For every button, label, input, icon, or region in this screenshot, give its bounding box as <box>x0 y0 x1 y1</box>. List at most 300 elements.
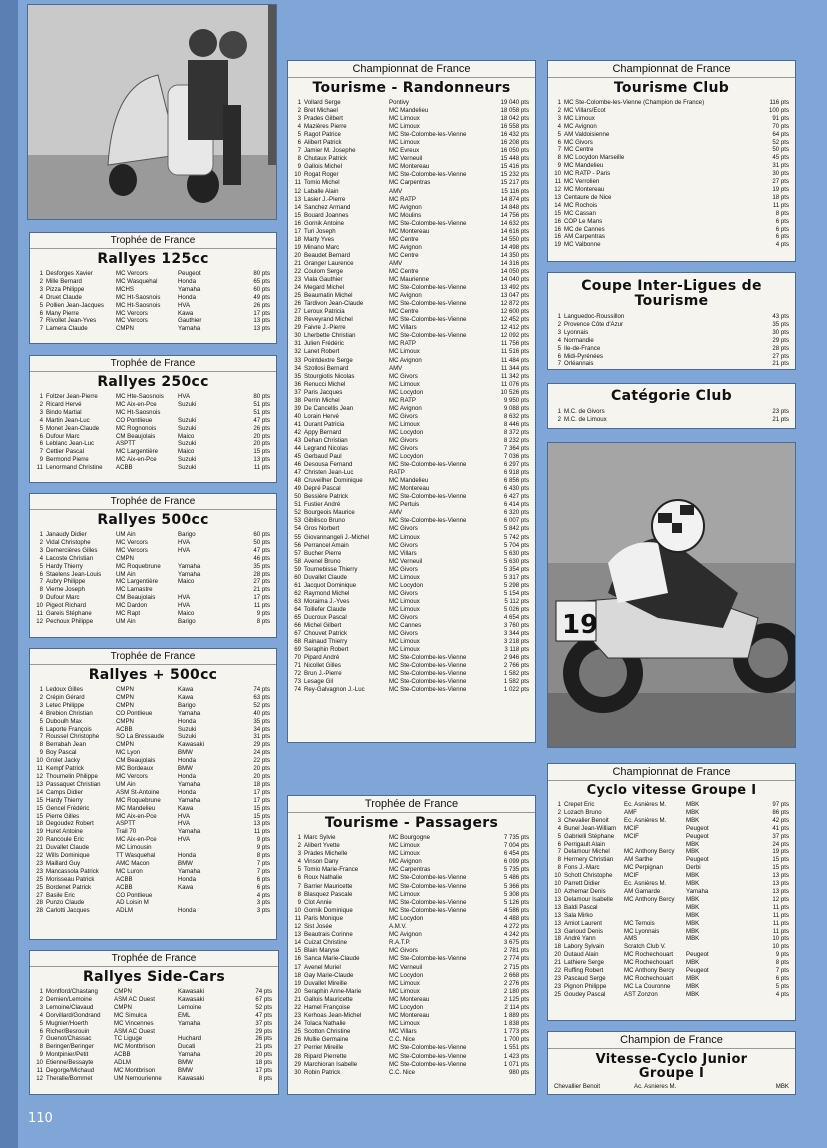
table-cell: 43 pts <box>772 313 789 320</box>
table-cell: MC Rochechouart <box>624 951 674 959</box>
table-cell: Rogat Roger <box>304 171 339 179</box>
table-cell: 14 350 pts <box>500 251 529 259</box>
table-cell: R.A.T.P. <box>389 939 411 947</box>
table-cell: 8 232 pts <box>503 436 529 444</box>
table-row <box>554 194 789 202</box>
table-cell: Honda <box>178 757 196 765</box>
table-cell: Dufour Marc <box>46 432 80 440</box>
table-cell: MC Dardon <box>116 602 148 610</box>
table-row <box>294 501 529 509</box>
table-row <box>294 357 529 365</box>
table-row <box>554 146 789 154</box>
table-cell: Pizza Philippe <box>46 285 85 293</box>
table-cell: HVA <box>178 836 191 844</box>
table-cell: 5 <box>39 1019 43 1027</box>
table-cell: Kawa <box>178 804 194 812</box>
table-row <box>554 226 789 234</box>
table-cell: MC Limoux <box>389 646 420 654</box>
table-cell: 4 654 pts <box>503 614 529 621</box>
table-cell: MC Largentière <box>116 448 158 456</box>
panel-categorie-club <box>547 383 796 429</box>
table-cell <box>178 555 226 563</box>
table-cell: 7 <box>39 1035 43 1043</box>
table-cell: 11 344 pts <box>500 364 529 372</box>
table-cell: ASM AC Ouest <box>114 1027 155 1035</box>
table-row <box>294 260 529 268</box>
table-cell: 13 <box>554 193 561 201</box>
panel-title: Rallyes 500cc <box>97 512 209 528</box>
table-cell: 29 pts <box>253 741 270 749</box>
table-cell: 63 <box>294 597 301 605</box>
table-row <box>36 594 270 602</box>
table-row <box>294 437 529 445</box>
table-cell: 25 <box>554 990 561 998</box>
table-cell: 11 516 pts <box>500 348 529 356</box>
table-cell: HVA <box>178 820 191 828</box>
table-cell: HVA <box>178 812 191 820</box>
table-cell: 29 <box>294 1060 301 1068</box>
table-cell: MC Givors <box>389 614 418 621</box>
table-cell: MBK <box>686 848 700 856</box>
table-cell: Maico <box>178 578 195 586</box>
table-cell: MBK <box>686 895 700 903</box>
table-row <box>294 300 529 308</box>
table-cell: ACBB <box>116 883 133 891</box>
table-cell: 3 675 pts <box>503 939 529 947</box>
table-cell: 3 760 pts <box>503 622 529 630</box>
table-cell: 4 586 pts <box>503 906 529 914</box>
table-cell: 80 pts <box>253 393 270 400</box>
panel-header: Championnat de France <box>548 764 795 781</box>
table-cell: 8 <box>557 864 561 872</box>
table-cell: 20 <box>294 251 301 259</box>
table-cell: BMW <box>178 749 193 757</box>
table-cell: 7 004 pts <box>503 842 529 850</box>
table-cell: 45 pts <box>772 154 789 162</box>
table-cell: MBK <box>686 903 700 911</box>
table-cell: MC Givors <box>389 947 418 955</box>
table-cell: MBK <box>686 840 700 848</box>
table-cell: 3 <box>39 546 43 554</box>
table-cell: MC Ste-Colombe-les-Vienne <box>389 898 467 906</box>
table-cell: MC Rochechouart <box>624 959 674 967</box>
table-row <box>554 233 789 241</box>
table-cell: HVA <box>178 546 191 554</box>
results-table <box>30 988 278 1083</box>
table-cell: HVA <box>178 602 191 610</box>
table-cell: MC Centre <box>389 267 419 275</box>
table-cell: AMV <box>389 259 403 267</box>
table-cell: 80 pts <box>253 270 270 277</box>
results-table <box>288 99 535 694</box>
table-row <box>294 171 529 179</box>
table-cell: 40 pts <box>253 709 270 717</box>
table-cell: Theralle/Bommet <box>46 1074 93 1082</box>
table-cell: Fons J.-Marc <box>564 864 600 872</box>
table-cell: 4 272 pts <box>503 923 529 931</box>
table-cell: MC Givors <box>389 436 418 444</box>
table-row <box>294 340 529 348</box>
table-row <box>36 702 270 710</box>
table-row <box>294 268 529 276</box>
table-row <box>554 131 789 139</box>
table-cell: 1 582 pts <box>503 670 529 678</box>
table-cell: 28 pts <box>253 570 270 578</box>
table-cell: AM Sarthe <box>624 856 653 864</box>
table-cell: 7 <box>39 448 43 456</box>
table-cell: Hamel Françoise <box>304 1003 351 1011</box>
table-cell: 8 <box>297 155 301 163</box>
table-cell: 12 452 pts <box>500 316 529 324</box>
table-row <box>294 292 529 300</box>
table-cell: 12 <box>294 923 301 931</box>
table-cell <box>178 844 226 852</box>
table-cell: 9 <box>39 749 43 757</box>
table-cell: MC Ht-Saosnois <box>116 408 161 416</box>
table-cell: HVA <box>178 538 191 546</box>
table-row <box>36 409 270 417</box>
table-cell: Ducroux Pascal <box>304 614 347 621</box>
table-cell: Tardivon Jean-Claude <box>304 300 364 308</box>
table-cell: 27 pts <box>772 352 789 360</box>
table-cell: MC Ste-Colombe-les-Vienne <box>389 219 467 227</box>
table-cell: 26 pts <box>253 424 270 432</box>
table-cell: MC Luron <box>116 867 143 875</box>
table-cell: MC Ste-Colombe-les-Vienne <box>389 882 467 890</box>
table-cell: UM Ain <box>116 570 136 578</box>
table-cell: AMV <box>389 187 403 195</box>
table-row <box>294 389 529 397</box>
table-cell: MC Carpentras <box>389 866 431 874</box>
table-cell: 31 <box>294 340 301 348</box>
table-cell: 35 pts <box>253 562 270 570</box>
table-cell: 15 pts <box>772 864 789 872</box>
table-cell: 12 872 pts <box>500 300 529 308</box>
table-cell: 1 423 pts <box>503 1052 529 1060</box>
table-cell: Christen Jean-Luc <box>304 469 354 477</box>
table-cell: Provence Côte d'Azur <box>564 320 624 328</box>
table-cell: MC Ste-Colombe-les-Vienne <box>389 493 467 501</box>
table-cell: Staelens Jean-Louis <box>46 570 102 578</box>
table-row <box>36 726 270 734</box>
table-cell: MC Montereau <box>389 227 430 235</box>
table-cell: AM Gamarde <box>624 887 661 895</box>
table-cell: 26 <box>294 1036 301 1044</box>
table-cell: ASM St-Antoine <box>116 788 160 796</box>
table-row <box>554 178 789 186</box>
table-row <box>554 967 789 975</box>
table-row <box>554 115 789 123</box>
table-cell: 5 <box>297 866 301 874</box>
table-cell: MC Roquebrune <box>116 796 161 804</box>
table-cell: Dutaud Alain <box>564 951 599 959</box>
table-cell: 4 <box>557 122 561 130</box>
table-cell: 74 pts <box>253 686 270 693</box>
table-row <box>294 405 529 413</box>
table-cell: Ragot Patrice <box>304 131 341 139</box>
table-row <box>36 773 270 781</box>
panel-vitesse-cyclo-junior <box>547 1031 796 1095</box>
table-cell: MC Bordeaux <box>116 765 154 773</box>
table-cell: Legrand Nicolas <box>304 445 349 453</box>
table-cell: Degorge/Michaud <box>46 1067 95 1075</box>
table-cell: Delamour Michel <box>564 848 610 856</box>
table-row <box>36 892 270 900</box>
table-cell: Szollosi Bernard <box>304 364 349 372</box>
table-cell: 11 <box>36 610 43 618</box>
table-cell: 1 <box>39 270 43 277</box>
table-cell: MC Vercors <box>116 772 148 780</box>
table-cell: 14 498 pts <box>500 243 529 251</box>
table-cell: Yamaha <box>178 867 201 875</box>
table-cell: Demercières Gilles <box>46 546 98 554</box>
table-row <box>294 678 529 686</box>
table-row <box>294 461 529 469</box>
panel-header: Trophée de France <box>30 356 276 372</box>
table-cell: 4 242 pts <box>503 931 529 939</box>
table-cell: 12 <box>554 185 561 193</box>
table-cell: 19 040 pts <box>500 99 529 106</box>
table-cell: Tomio Michel <box>304 179 340 187</box>
table-cell: Gerbaud Paul <box>304 453 342 461</box>
table-cell: 21 pts <box>772 415 789 423</box>
table-cell: 4 <box>297 123 301 131</box>
table-cell: Pignon Philippe <box>564 982 607 990</box>
table-cell: 1 <box>557 313 561 320</box>
table-row <box>294 1036 529 1044</box>
table-row <box>554 345 789 353</box>
table-row <box>554 218 789 226</box>
table-row <box>36 401 270 409</box>
table-row <box>294 381 529 389</box>
table-cell: 69 <box>294 646 301 654</box>
table-cell: 8 <box>39 1043 43 1051</box>
table-row <box>36 996 272 1004</box>
table-cell: 6 297 pts <box>503 461 529 469</box>
table-cell: Lanet Robert <box>304 348 340 356</box>
table-cell: 20 <box>294 987 301 995</box>
table-cell: MC Verneuil <box>389 155 423 163</box>
table-cell: Yamaha <box>178 325 201 333</box>
table-row <box>36 868 270 876</box>
table-cell: Honda <box>178 907 196 915</box>
table-row <box>554 872 789 880</box>
table-cell: MC Villars/Ecot <box>564 106 606 114</box>
table-cell: Lacoste Christian <box>46 554 94 562</box>
table-cell: MC Limoux <box>389 979 420 987</box>
table-cell: Coulom Serge <box>304 267 343 275</box>
table-cell: MC Lamastre <box>116 586 153 594</box>
table-cell: Faivre J.-Pierre <box>304 324 346 332</box>
table-cell: 13 pts <box>253 820 270 828</box>
table-cell: Yamaha <box>178 285 201 293</box>
table-cell: 37 <box>294 388 301 396</box>
table-cell: 18 <box>554 943 561 951</box>
table-cell: Grolet Jacky <box>46 757 80 765</box>
table-cell: CM Beaujolais <box>116 432 156 440</box>
table-cell: 5 126 pts <box>503 898 529 906</box>
table-cell: Punzo Claude <box>46 899 85 907</box>
table-cell: Languedoc-Roussillon <box>564 313 625 320</box>
table-cell: 51 <box>294 501 301 509</box>
table-cell: 11 <box>294 179 301 187</box>
table-cell: Avenel Bruno <box>304 557 341 565</box>
table-row <box>294 850 529 858</box>
table-row <box>554 904 789 912</box>
table-cell: MC Ste-Colombe-les-Vienne <box>389 1060 467 1068</box>
table-cell: 17 pts <box>253 594 270 602</box>
table-cell: Yamaha <box>178 570 201 578</box>
table-cell: 5 <box>557 832 561 840</box>
table-cell: Basile Eric <box>46 891 75 899</box>
table-cell: CM Beaujolais <box>116 757 156 765</box>
table-cell: Mancassola Patrick <box>46 867 99 875</box>
panel-header: Championnat de France <box>548 61 795 78</box>
table-cell: 9 pts <box>256 610 270 618</box>
table-cell: 5 154 pts <box>503 589 529 597</box>
table-cell: Suzuki <box>178 400 197 408</box>
table-row <box>554 935 789 943</box>
table-cell: Cuizat Christine <box>304 939 348 947</box>
table-cell: Blain Maryse <box>304 947 340 955</box>
table-cell: Bordenet Patrick <box>46 883 92 891</box>
table-cell: 60 pts <box>253 531 270 538</box>
table-row <box>36 1075 272 1083</box>
panel-header: Trophée de France <box>288 796 535 813</box>
table-row <box>294 542 529 550</box>
table-cell: 5 842 pts <box>503 525 529 533</box>
panel-rallyes-125 <box>29 232 277 344</box>
panel-title: Tourisme - Passagers <box>324 815 499 831</box>
table-cell: 86 pts <box>772 808 789 816</box>
table-cell: 15 116 pts <box>500 187 529 195</box>
table-cell: Honda <box>178 277 196 285</box>
table-cell: 4 pts <box>256 891 270 899</box>
table-cell: 22 <box>554 967 561 975</box>
table-cell: Bret Michael <box>304 107 338 115</box>
table-cell: Camps Didier <box>46 788 83 796</box>
table-cell: Gallois Mauricette <box>304 995 353 1003</box>
table-row <box>36 456 270 464</box>
table-cell: MC Wasquehal <box>116 277 158 285</box>
table-cell: MC Locydon <box>389 581 424 589</box>
table-row <box>36 781 270 789</box>
table-row <box>294 939 529 947</box>
table-row <box>294 1012 529 1020</box>
table-cell: Yamaha <box>178 709 201 717</box>
table-cell: MC Montereau <box>389 485 430 493</box>
table-cell: MC Ste-Colombe-les-Vienne <box>389 955 467 963</box>
table-cell: 14 050 pts <box>500 267 529 275</box>
table-cell: Marc Sylvie <box>304 834 336 841</box>
table-cell: MC Largentière <box>116 578 158 586</box>
table-row <box>294 485 529 493</box>
table-cell: MC Ste-Colombe-les-Vienne <box>389 1044 467 1052</box>
table-cell: ACBB <box>116 725 133 733</box>
table-cell: MC Limoux <box>389 987 420 995</box>
table-row <box>294 1053 529 1061</box>
table-cell: 6 099 pts <box>503 858 529 866</box>
table-row <box>36 694 270 702</box>
table-cell: Minano Marc <box>304 243 340 251</box>
table-cell: 21 <box>554 959 561 967</box>
table-cell: Blasquez Pascale <box>304 890 353 898</box>
table-cell: MC Rochechouart <box>624 974 674 982</box>
table-row <box>294 493 529 501</box>
table-row <box>36 1004 272 1012</box>
table-row <box>36 440 270 448</box>
table-row <box>294 469 529 477</box>
table-cell: 5 742 pts <box>503 533 529 541</box>
table-row <box>36 610 270 618</box>
table-cell: Honda <box>178 293 196 301</box>
table-cell: 9 <box>39 594 43 602</box>
table-cell: Peugeot <box>686 856 709 864</box>
table-cell: Prades Michelle <box>304 850 348 858</box>
table-cell: Jamier M. Josephe <box>304 147 356 155</box>
table-row <box>294 1069 529 1077</box>
table-cell: Dufour Marc <box>46 594 80 602</box>
table-cell: Desousa Fernand <box>304 461 353 469</box>
table-cell: 6 454 pts <box>503 850 529 858</box>
table-cell: Rey-Galvagnon J.-Luc <box>304 686 365 694</box>
table-cell: 16 050 pts <box>500 147 529 155</box>
table-cell: MC Ste-Colombe-les-Vienne <box>389 131 467 139</box>
table-row <box>36 828 270 836</box>
table-cell: MC Avignon <box>389 203 422 211</box>
table-cell: 16 <box>294 219 301 227</box>
table-cell: Centaure de Nice <box>564 193 612 201</box>
table-cell: ACBB <box>114 1051 131 1059</box>
table-cell: 15 pts <box>772 856 789 864</box>
table-cell: 4 pts <box>775 990 789 998</box>
table-cell: 36 <box>294 380 301 388</box>
table-row <box>294 332 529 340</box>
results-table <box>30 686 276 915</box>
table-cell: 6 <box>39 725 43 733</box>
table-cell: Orléannais <box>564 360 594 368</box>
table-cell: MCHS <box>116 285 134 293</box>
table-cell: Yamaha <box>178 828 201 836</box>
table-cell: HVA <box>178 301 191 309</box>
table-row <box>554 920 789 928</box>
table-cell: 32 <box>294 348 301 356</box>
table-cell: 67 pts <box>255 995 272 1003</box>
table-cell: 5 630 pts <box>503 557 529 565</box>
table-row <box>294 842 529 850</box>
table-cell: 7 <box>39 317 43 325</box>
table-cell: Depré Pascal <box>304 485 341 493</box>
table-cell: Baldi Pascal <box>564 903 598 911</box>
table-cell: Tournebisse Thierry <box>304 565 358 573</box>
panel-header: Trophée de France <box>30 494 276 510</box>
table-cell: 5 pts <box>775 982 789 990</box>
table-cell: MC Locydon Marseille <box>564 154 625 162</box>
table-row <box>36 805 270 813</box>
table-row <box>294 566 529 574</box>
table-cell: 50 <box>294 493 301 501</box>
table-cell: MC Anthony Bercy <box>624 848 675 856</box>
table-cell: 11 pts <box>253 602 270 610</box>
table-cell: 18 042 pts <box>500 115 529 123</box>
table-row <box>294 874 529 882</box>
table-cell: Suzuki <box>178 424 197 432</box>
table-cell: ADLM <box>116 907 133 915</box>
table-cell: 97 pts <box>772 801 789 808</box>
table-cell: 4 <box>39 293 43 301</box>
table-cell: HVA <box>178 594 191 602</box>
table-cell: 6 <box>39 432 43 440</box>
